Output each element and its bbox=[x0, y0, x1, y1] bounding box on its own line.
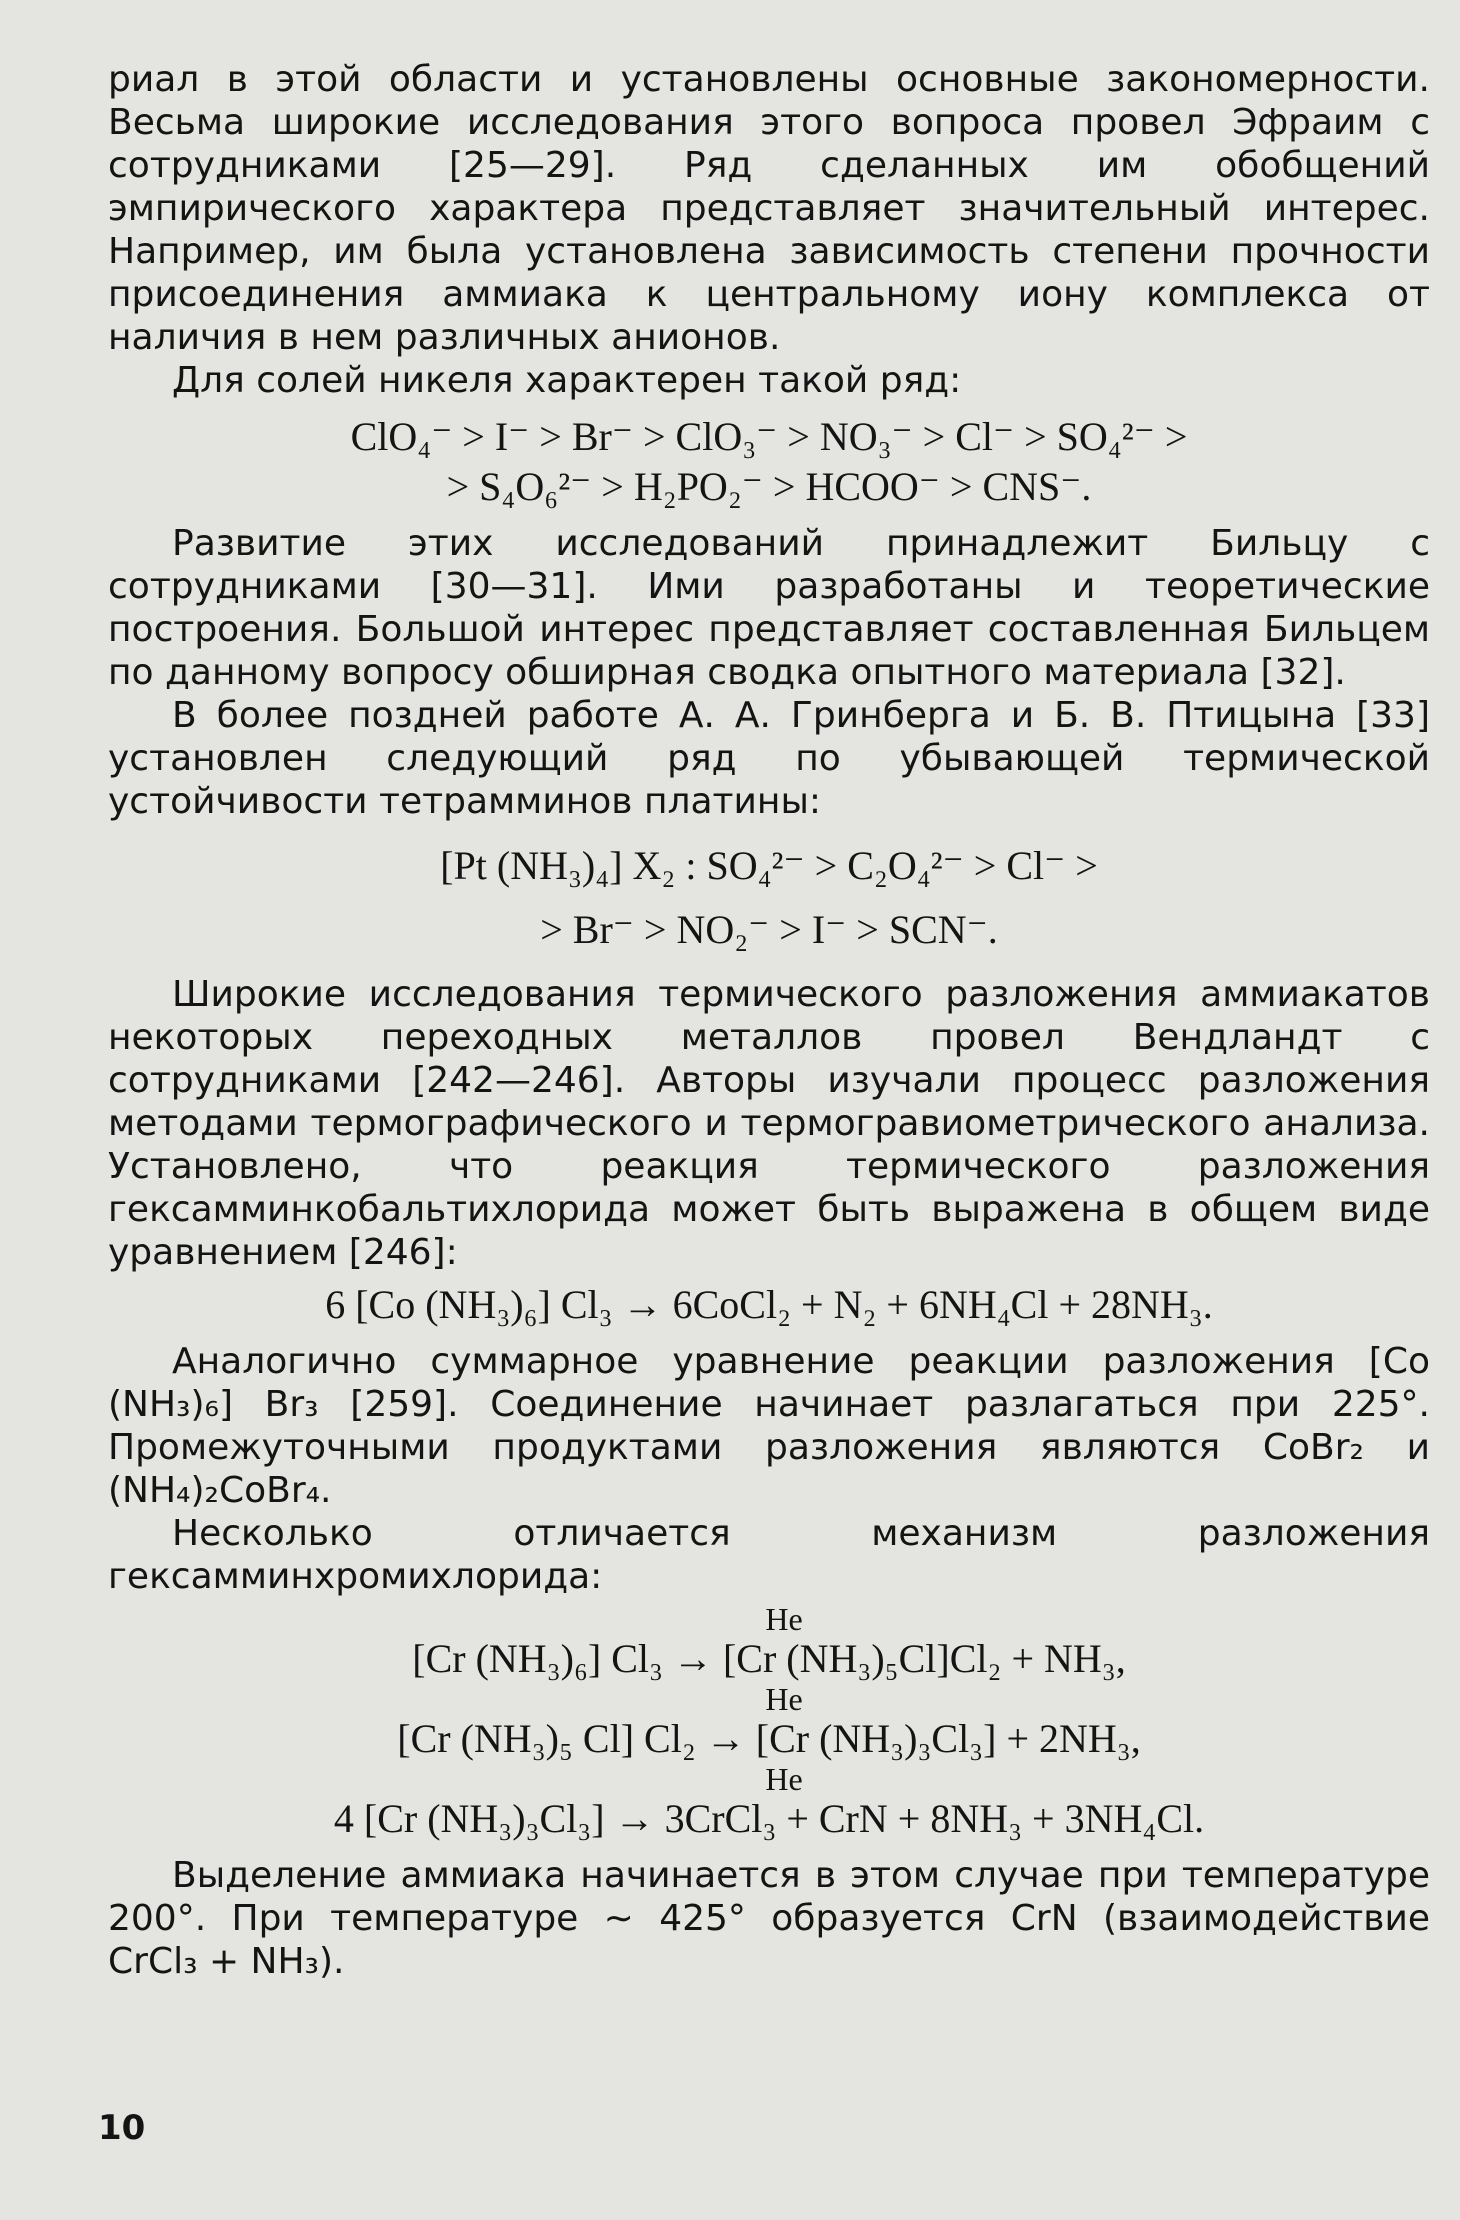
formula-chromium-eq-2: [Cr (NH₃)₅ Cl] Cl₂ → [Cr (NH₃)₃Cl₃] + 2NH₃, bbox=[397, 1716, 1141, 1761]
paragraph-intro: риал в этой области и установлены основные закономерности. Весьма широкие исследования этого вопроса провел Эфраим с сотрудниками [25—29]. Ряд сделанных им обобщений эмпирического характера представляет значительный интерес. Например, им была установлена зависимость степени прочности присоединения аммиака к центральному иону комплекса от наличия в нем различных анионов. bbox=[108, 59, 1430, 358]
formula-nickel-series-1: ClO₄⁻ > I⁻ > Br⁻ > ClO₃⁻ > NO₃⁻ > Cl⁻ > SO₄²⁻ > bbox=[350, 414, 1188, 459]
formula-chromium-eq-1: [Cr (NH₃)₆] Cl₃ → [Cr (NH₃)₅Cl]Cl₂ + NH₃, bbox=[412, 1636, 1126, 1681]
reaction-condition-2: He bbox=[765, 1681, 803, 1717]
paragraph-bromide: Аналогично суммарное уравнение реакции разложения [Co (NH₃)₆] Br₃ [259]. Соединение начинает разлагаться при 225°. Промежуточными продуктами разложения являются CoBr₂ и (NH₄)₂CoBr₄. bbox=[108, 1341, 1430, 1511]
paragraph-chromium-intro: Несколько отличается механизм разложения гексамминхромихлорида: bbox=[108, 1513, 1430, 1597]
page-number: 10 bbox=[98, 2108, 146, 2148]
formula-platinum-series-2: > Br⁻ > NO₂⁻ > I⁻ > SCN⁻. bbox=[540, 907, 998, 952]
formula-nickel-series-2: > S₄O₆²⁻ > H₂PO₂⁻ > HCOO⁻ > CNS⁻. bbox=[446, 464, 1092, 509]
paragraph-ammonia-release: Выделение аммиака начинается в этом случае при температуре 200°. При температуре ∼ 425° образуется CrN (взаимодействие CrCl₃ + NH₃). bbox=[108, 1855, 1430, 1982]
reaction-condition-1: He bbox=[765, 1601, 803, 1637]
reaction-condition-3: He bbox=[765, 1761, 803, 1797]
paragraph-grinberg: В более поздней работе А. А. Гринберга и Б. В. Птицына [33] установлен следующий ряд по убывающей термической устойчивости тетрамминов платины: bbox=[108, 695, 1430, 822]
formula-cobalt-equation: 6 [Co (NH₃)₆] Cl₃ → 6CoCl₂ + N₂ + 6NH₄Cl + 28NH₃. bbox=[325, 1282, 1213, 1327]
paragraph-wendlandt: Широкие исследования термического разложения аммиакатов некоторых переходных металлов провел Вендландт с сотрудниками [242—246]. Авторы изучали процесс разложения методами термографического и термогравиометрического анализа. Установлено, что реакция термического разложения гексамминкобальтихлорида может быть выражена в общем виде уравнением [246]: bbox=[108, 974, 1430, 1273]
formula-chromium-eq-3: 4 [Cr (NH₃)₃Cl₃] → 3CrCl₃ + CrN + 8NH₃ + 3NH₄Cl. bbox=[333, 1796, 1205, 1841]
paragraph-nickel-intro: Для солей никеля характерен такой ряд: bbox=[172, 360, 962, 401]
paragraph-biltz: Развитие этих исследований принадлежит Бильцу с сотрудниками [30—31]. Ими разработаны и теоретические построения. Большой интерес представляет составленная Бильцем по данному вопросу обширная сводка опытного материала [32]. bbox=[108, 523, 1430, 693]
formula-platinum-series-1: [Pt (NH₃)₄] X₂ : SO₄²⁻ > C₂O₄²⁻ > Cl⁻ > bbox=[440, 843, 1098, 888]
